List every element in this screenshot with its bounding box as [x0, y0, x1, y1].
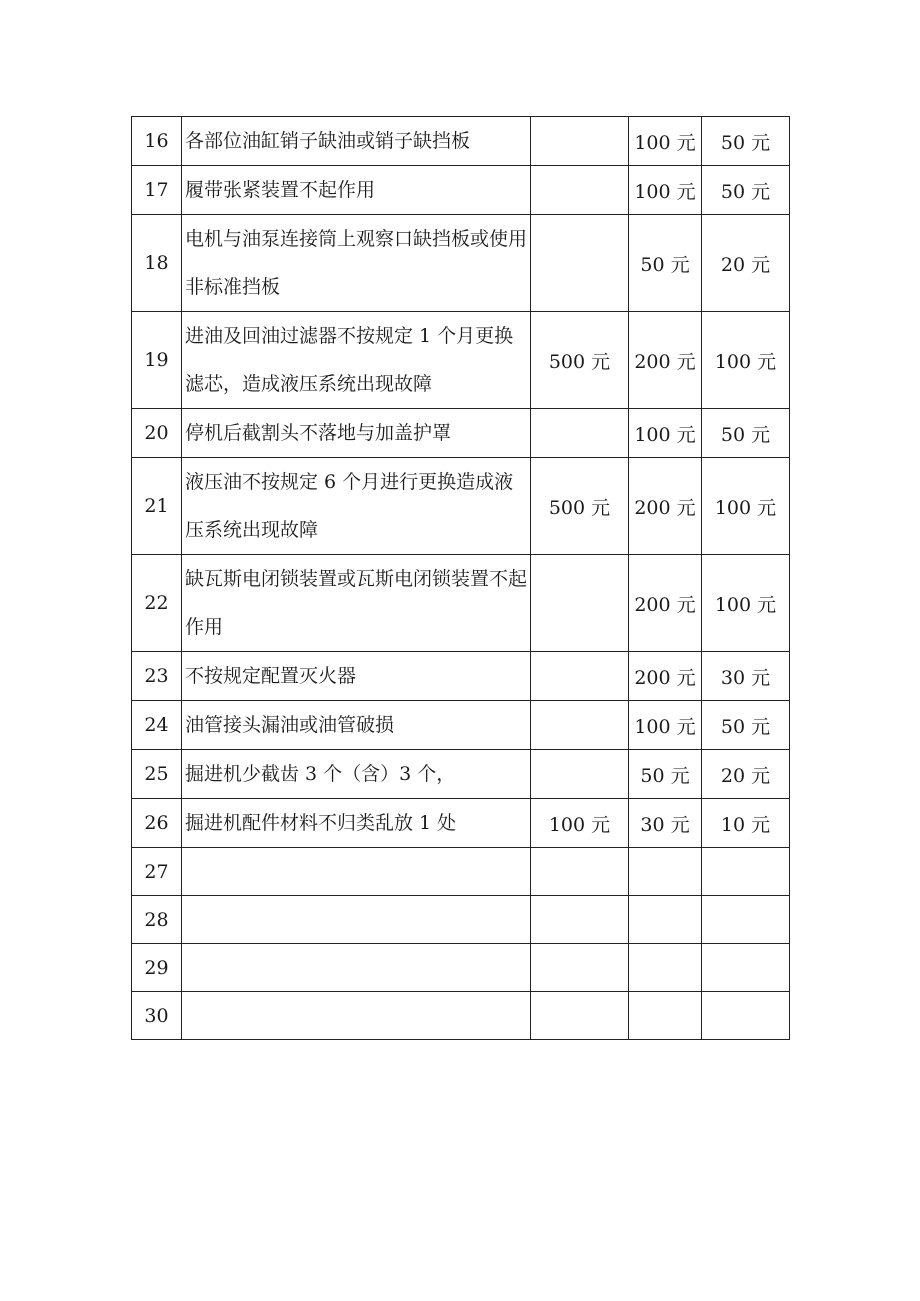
penalty-amount-3: 100 元	[702, 555, 790, 652]
table-row	[132, 166, 790, 215]
penalty-amount-3: 10 元	[702, 799, 790, 848]
penalty-amount-3: 50 元	[702, 117, 790, 166]
violation-description	[182, 896, 531, 944]
table-row	[132, 701, 790, 750]
penalty-amount-2	[629, 896, 702, 944]
penalty-amount-1	[531, 750, 629, 799]
penalty-amount-3: 100 元	[702, 312, 790, 409]
penalty-amount-2: 200 元	[629, 312, 702, 409]
violation-description: 履带张紧装置不起作用	[182, 166, 531, 215]
penalty-amount-3: 30 元	[702, 652, 790, 701]
violation-description: 停机后截割头不落地与加盖护罩	[182, 409, 531, 458]
penalty-amount-2: 50 元	[629, 750, 702, 799]
penalty-amount-3: 50 元	[702, 166, 790, 215]
row-number: 16	[132, 117, 182, 166]
penalty-amount-2	[629, 944, 702, 992]
penalty-amount-2: 50 元	[629, 215, 702, 312]
penalty-table	[131, 116, 790, 1040]
penalty-amount-2: 30 元	[629, 799, 702, 848]
violation-description: 油管接头漏油或油管破损	[182, 701, 531, 750]
penalty-amount-3	[702, 896, 790, 944]
penalty-amount-1: 500 元	[531, 458, 629, 555]
table-row	[132, 944, 790, 992]
penalty-amount-3	[702, 992, 790, 1040]
row-number: 21	[132, 458, 182, 555]
violation-description	[182, 992, 531, 1040]
penalty-amount-2	[629, 848, 702, 896]
violation-description	[182, 848, 531, 896]
table-row	[132, 896, 790, 944]
penalty-amount-1	[531, 166, 629, 215]
penalty-amount-3: 50 元	[702, 409, 790, 458]
table-row	[132, 458, 790, 555]
penalty-amount-1: 500 元	[531, 312, 629, 409]
penalty-amount-3	[702, 848, 790, 896]
penalty-amount-2: 100 元	[629, 166, 702, 215]
penalty-amount-1	[531, 896, 629, 944]
penalty-amount-1: 100 元	[531, 799, 629, 848]
penalty-amount-2: 200 元	[629, 555, 702, 652]
penalty-amount-2	[629, 992, 702, 1040]
table-row	[132, 750, 790, 799]
penalty-amount-1	[531, 117, 629, 166]
penalty-amount-2: 100 元	[629, 701, 702, 750]
table-row	[132, 799, 790, 848]
violation-description: 缺瓦斯电闭锁装置或瓦斯电闭锁装置不起作用	[182, 555, 531, 652]
table-row	[132, 215, 790, 312]
row-number: 17	[132, 166, 182, 215]
row-number: 27	[132, 848, 182, 896]
penalty-amount-1	[531, 409, 629, 458]
penalty-amount-3: 20 元	[702, 215, 790, 312]
penalty-amount-1	[531, 992, 629, 1040]
row-number: 24	[132, 701, 182, 750]
violation-description: 掘进机配件材料不归类乱放 1 处	[182, 799, 531, 848]
penalty-amount-1	[531, 555, 629, 652]
penalty-amount-2: 100 元	[629, 117, 702, 166]
violation-description: 电机与油泵连接筒上观察口缺挡板或使用非标准挡板	[182, 215, 531, 312]
penalty-amount-1	[531, 215, 629, 312]
table-row	[132, 312, 790, 409]
penalty-amount-3	[702, 944, 790, 992]
row-number: 26	[132, 799, 182, 848]
row-number: 30	[132, 992, 182, 1040]
table-row	[132, 409, 790, 458]
penalty-amount-3: 100 元	[702, 458, 790, 555]
row-number: 20	[132, 409, 182, 458]
penalty-amount-3: 20 元	[702, 750, 790, 799]
penalty-amount-1	[531, 848, 629, 896]
penalty-amount-1	[531, 652, 629, 701]
table-row	[132, 992, 790, 1040]
row-number: 18	[132, 215, 182, 312]
table-row	[132, 848, 790, 896]
violation-description: 不按规定配置灭火器	[182, 652, 531, 701]
table-row	[132, 117, 790, 166]
penalty-amount-1	[531, 701, 629, 750]
violation-description	[182, 944, 531, 992]
violation-description: 液压油不按规定 6 个月进行更换造成液压系统出现故障	[182, 458, 531, 555]
penalty-amount-2: 200 元	[629, 458, 702, 555]
table-row	[132, 555, 790, 652]
row-number: 23	[132, 652, 182, 701]
violation-description: 掘进机少截齿 3 个（含）3 个，	[182, 750, 531, 799]
penalty-amount-2: 100 元	[629, 409, 702, 458]
table-row	[132, 652, 790, 701]
violation-description: 各部位油缸销子缺油或销子缺挡板	[182, 117, 531, 166]
row-number: 22	[132, 555, 182, 652]
penalty-amount-1	[531, 944, 629, 992]
row-number: 29	[132, 944, 182, 992]
table-body	[132, 117, 790, 1040]
violation-description: 进油及回油过滤器不按规定 1 个月更换滤芯，造成液压系统出现故障	[182, 312, 531, 409]
penalty-amount-2: 200 元	[629, 652, 702, 701]
row-number: 28	[132, 896, 182, 944]
row-number: 25	[132, 750, 182, 799]
row-number: 19	[132, 312, 182, 409]
penalty-amount-3: 50 元	[702, 701, 790, 750]
